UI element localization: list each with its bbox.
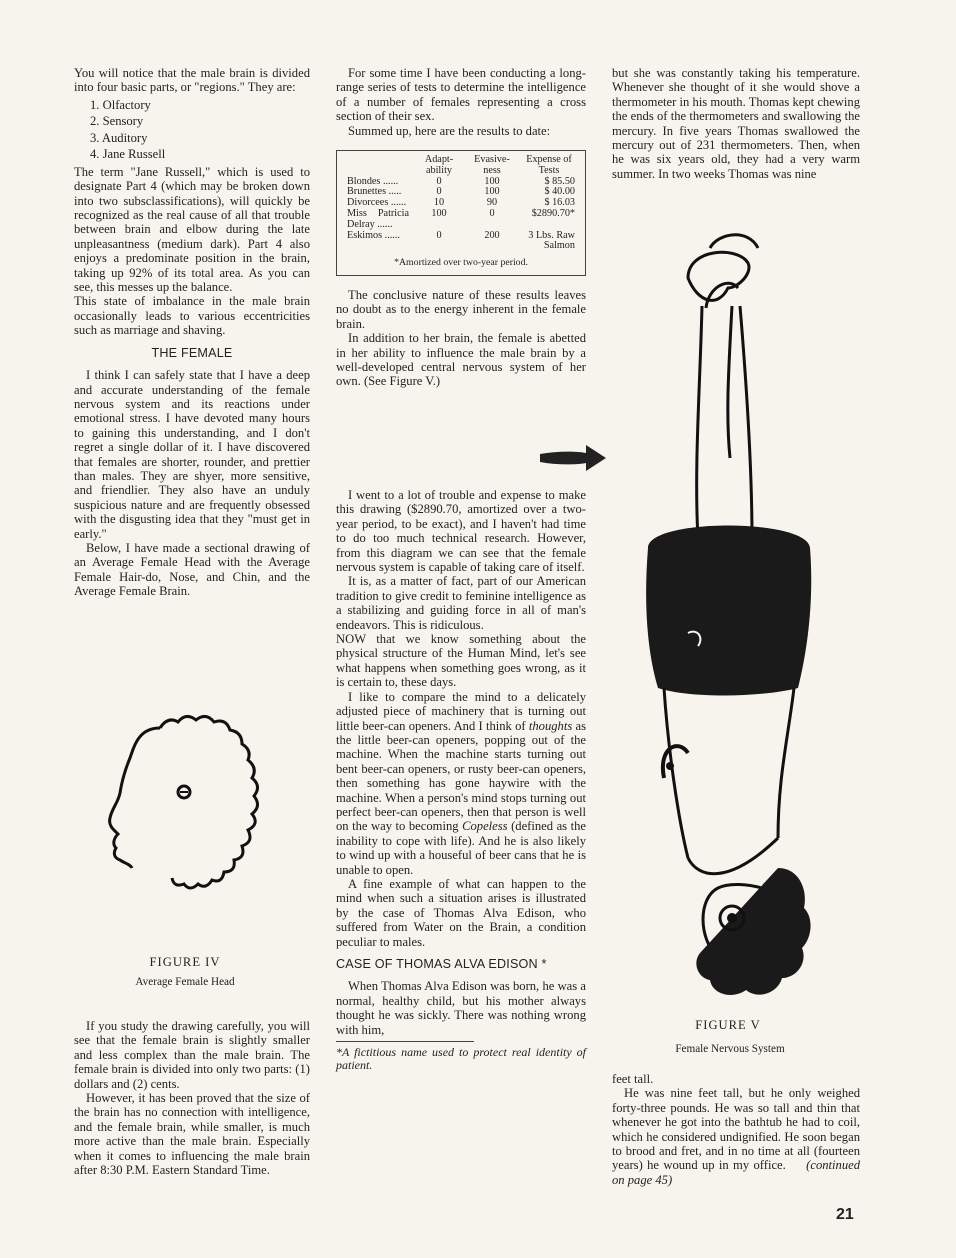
table-cell: 0 xyxy=(436,175,442,187)
list-item: 3. Auditory xyxy=(90,130,148,145)
text-span: as the little beer-can openers, popping out of the machine. When the machine starts turning out bent beer-can openers, or rusty beer-can openers, then something has gone haywire with the machine. When a person's mind stops turning out perfect beer-can openers, then that person is well on the way to becoming xyxy=(336,718,586,834)
paragraph xyxy=(336,690,586,877)
paragraph: If you study the drawing carefully, you will see that the female brain is slightly smaller and less complex than the male brain. The female brain is divided into only two parts: (1) dollars and (2) cents. xyxy=(74,1019,310,1091)
italic-text: thoughts xyxy=(528,718,573,733)
column-1-bottom xyxy=(74,1019,310,1177)
page-number: 21 xyxy=(836,1206,854,1223)
table-cell: Eskimos ...... xyxy=(347,229,400,241)
table-cell: 0 xyxy=(489,208,495,220)
table-cell: 100 xyxy=(431,208,447,220)
paragraph: but she was constantly taking his temperature. Whenever she thought of it she would shove a thermometer in his mouth. Thomas kept chewing the ends of the thermometers and swallowing the mercury. In five years Thomas swallowed the mercury out of 231 thermometers. Then, when he was six years old, they had a very warm summer. In two weeks Thomas was nine xyxy=(612,66,860,181)
footnote: *A fictitious name used to protect real identity of patient. xyxy=(336,1045,586,1073)
table-cell: 3 Lbs. Raw Salmon xyxy=(528,229,575,252)
column-3-top xyxy=(612,66,860,181)
table-header-cell: Adapt-ability xyxy=(424,154,454,176)
figure-v-label: FIGURE V xyxy=(695,1018,761,1032)
paragraph: The conclusive nature of these results leaves no doubt as to the energy inherent in the female brain. xyxy=(336,288,586,331)
paragraph: When Thomas Alva Edison was born, he was a normal, healthy child, but his mother always thought he was sickly. There was nothing wrong with him, xyxy=(336,979,586,1037)
paragraph: NOW that we know something about the physical structure of the Human Mind, let's see what happens when something goes wrong, as it is certain to, these days. xyxy=(336,632,586,690)
paragraph: feet tall. xyxy=(612,1072,654,1086)
italic-text: Copeless xyxy=(462,819,508,834)
test-results-table xyxy=(336,150,586,276)
table-cell: 100 xyxy=(484,186,500,198)
average-female-head-drawing xyxy=(100,708,270,944)
paragraph: In addition to her brain, the female is abetted in her ability to influence the male brain by a well-developed central nervous system of her own. (See Figure V.) xyxy=(336,331,586,389)
paragraph: I think I can safely state that I have a deep and accurate understanding of the female nervous system and its reactions under emotional stress. I have devoted many hours to gaining this understanding, and I don't regret a single dollar of it. I have discovered that females are shorter, rounder, and prettier than males. They are shyer, more sensitive, and friendlier. They also have an unduly suspicious nature and are frequently obsessed with the disgusting idea that they "must get in early." xyxy=(74,368,310,541)
figure-iv-caption: Average Female Head xyxy=(135,976,235,988)
table-cell: $2890.70* xyxy=(531,208,575,220)
text-span: He was nine feet tall, but he only weighed forty-three pounds. He was so tall and thin that whenever he got into the bathtub he had to coil, which he considered undignified. He soon began to brood and fret, and in no time at all (fourteen years) he wound up in my office. xyxy=(612,1086,860,1173)
table-header-row xyxy=(343,155,579,177)
paragraph: A fine example of what can happen to the mind when such a situation arises is illustrated by the case of Thomas Alva Edison, who suffered from Water on the Brain, a condition peculiar to males. xyxy=(336,876,586,949)
table-header-cell: Evasive-ness xyxy=(474,154,510,176)
results-table xyxy=(343,155,579,252)
paragraph xyxy=(612,1086,860,1187)
paragraph: It is, as a matter of fact, part of our American tradition to give credit to feminine intelligence as a stabilizing and guiding force in all of man's endeavors. This is ridiculous. xyxy=(336,574,586,632)
paragraph: Below, I have made a sectional drawing of an Average Female Head with the Average Female Hair-do, Nose, and Chin, and the Average Female Brain. xyxy=(74,540,310,599)
list-item: 4. Jane Russell xyxy=(90,147,166,162)
table-cell: Blondes ...... xyxy=(347,175,399,187)
paragraph: However, it has been proved that the size of the brain has no connection with intelligence, and the female brain, while smaller, is much more active than the male brain. Especially when it comes to influencing the male brain after 8:30 P.M. Eastern Standard Time. xyxy=(74,1091,310,1178)
column-1 xyxy=(74,66,310,599)
brain-regions-list xyxy=(90,97,310,163)
table-cell: 90 xyxy=(486,197,498,209)
text-span: I like to compare the mind to a delicately adjusted piece of machinery that is turning out little beer-can openers. And I think of xyxy=(336,689,586,733)
table-cell: 0 xyxy=(436,186,442,198)
table-cell: $ 40.00 xyxy=(544,186,575,198)
column-2-bottom xyxy=(336,488,586,1073)
intro-paragraph: You will notice that the male brain is divided into four basic parts, or "regions." They are: xyxy=(74,66,310,95)
footnote-rule xyxy=(336,1041,474,1042)
list-item: 2. Sensory xyxy=(90,114,144,129)
paragraph: I went to a lot of trouble and expense to make this drawing ($2890.70, amortized over a two-year period, to be exact), and I haven't had time to do too much technical research. However, from this diagram we can see that the female nervous system is capable of taking care of itself. xyxy=(336,488,586,575)
table-row xyxy=(343,209,579,231)
table-cell: Miss Patricia Delray ...... xyxy=(347,208,409,230)
table-cell: Brunettes ..... xyxy=(347,186,402,198)
table-header-cell: Expense of Tests xyxy=(526,154,572,176)
column-3-bottom xyxy=(612,1072,860,1187)
table-footnote: *Amortized over two-year period. xyxy=(394,257,528,269)
paragraph: This state of imbalance in the male brain occasionally leads to various eccentricities such as marriage and shaving. xyxy=(74,294,310,338)
table-cell: 0 xyxy=(436,229,442,241)
paragraph: Summed up, here are the results to date: xyxy=(348,123,551,138)
column-2-top xyxy=(336,66,586,389)
figure-iv-label: FIGURE IV xyxy=(149,955,221,969)
table-cell: $ 85.50 xyxy=(544,175,575,187)
text-span: (defined as the inability to cope with life). And he is also likely to wind up with a houseful of beer cans that he is unable to open. xyxy=(336,819,586,877)
table-cell: $ 16.03 xyxy=(544,197,575,209)
female-nervous-system-drawing xyxy=(628,218,828,1008)
table-row xyxy=(343,231,579,253)
list-item: 1. Olfactory xyxy=(90,97,151,112)
paragraph: The term "Jane Russell," which is used to designate Part 4 (which may be broken down into two subsclassifications), will quickly be recognized as the real cause of all that trouble between brain and elbow during the late unpleasantness (medium dark). Part 4 also enjoys a predominate position in the brain, taking up 92% of its total area. As you can see, this messes up the balance. xyxy=(74,164,310,295)
section-heading-female: THE FEMALE xyxy=(151,345,233,360)
table-cell: Divorcees ...... xyxy=(347,197,407,209)
paragraph: For some time I have been conducting a long-range series of tests to determine the intelligence of a number of females representing a cross section of their sex. xyxy=(336,66,586,124)
right-arrow-icon xyxy=(536,443,608,473)
figure-v-caption: Female Nervous System xyxy=(675,1043,785,1055)
table-cell: 200 xyxy=(484,229,500,241)
section-heading-edison: CASE OF THOMAS ALVA EDISON * xyxy=(336,957,547,971)
table-cell: 10 xyxy=(433,197,445,209)
table-header-cell xyxy=(343,155,413,177)
continued-note: (continued on page 45) xyxy=(612,1158,861,1187)
table-cell: 100 xyxy=(484,175,500,187)
